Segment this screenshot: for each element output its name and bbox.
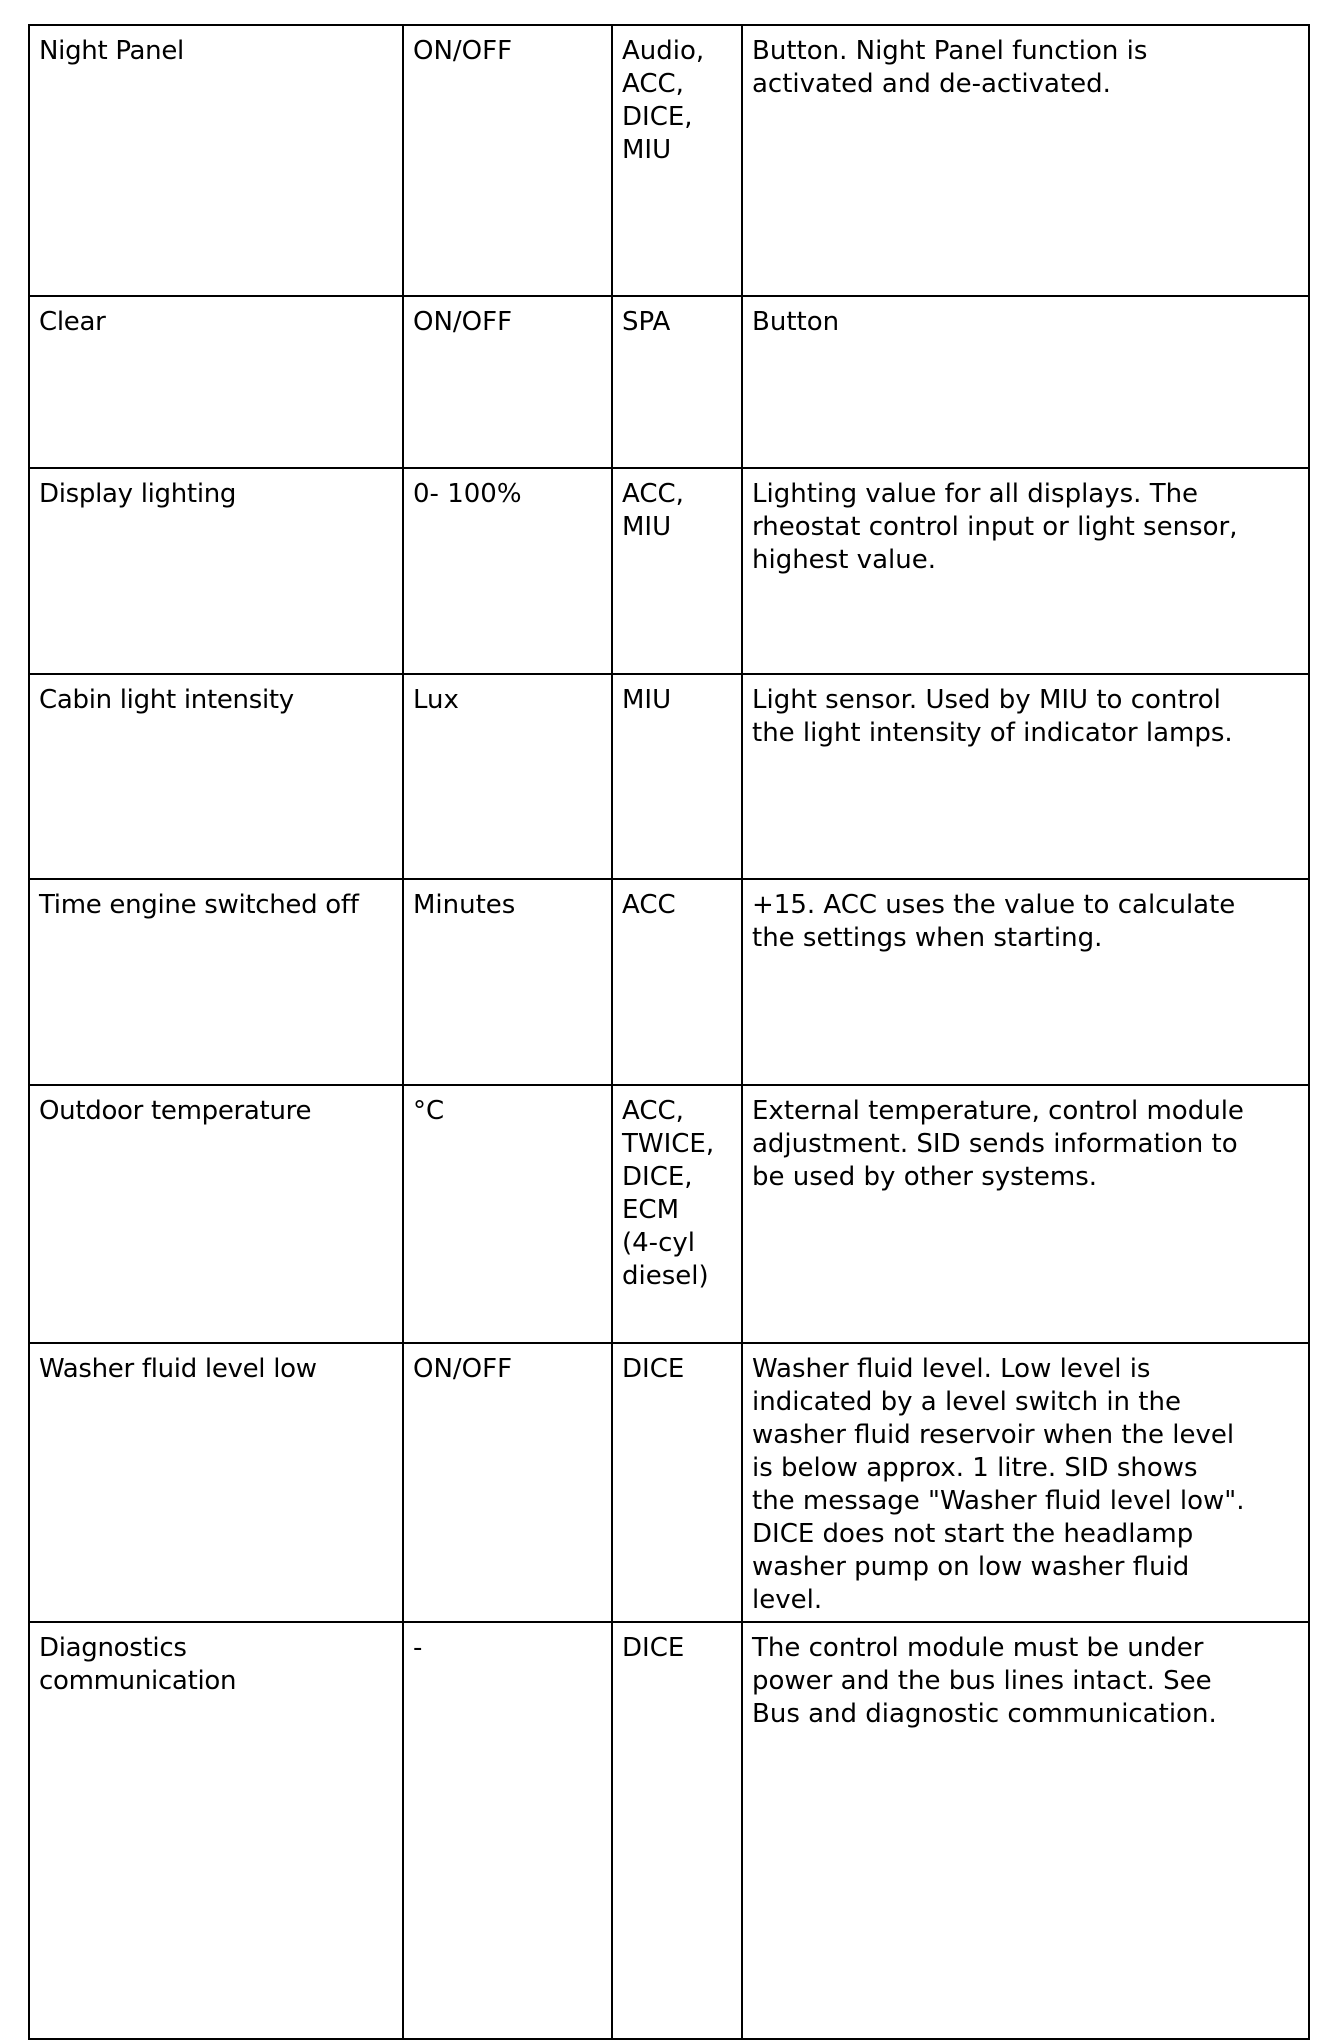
table-row-night-panel <box>29 25 1309 296</box>
modules-cell: MIU <box>612 674 742 879</box>
modules-cell: SPA <box>612 296 742 468</box>
value-cell: 0- 100% <box>403 468 612 674</box>
description-cell: Washer fluid level. Low level is indicated by a level switch in the washer fluid reservoir when the level is below approx. 1 litre. SID shows the message "Washer fluid level low". DICE does not start the headlamp washer pump on low washer fluid level. <box>742 1343 1309 1622</box>
signal-name-cell: Time engine switched off <box>29 879 403 1085</box>
value-cell: ON/OFF <box>403 25 612 296</box>
modules-cell: ACC, MIU <box>612 468 742 674</box>
table-row-diagnostics-communication <box>29 1622 1309 2039</box>
signal-name-cell: Display lighting <box>29 468 403 674</box>
value-cell: °C <box>403 1085 612 1343</box>
modules-cell: DICE <box>612 1343 742 1622</box>
table-row-display-lighting <box>29 468 1309 674</box>
signal-name-cell: Night Panel <box>29 25 403 296</box>
signal-name-cell: Washer fluid level low <box>29 1343 403 1622</box>
table-row-clear <box>29 296 1309 468</box>
value-cell: ON/OFF <box>403 296 612 468</box>
description-cell: The control module must be under power and the bus lines intact. See Bus and diagnostic communication. <box>742 1622 1309 2039</box>
signal-name-cell: Diagnostics communication <box>29 1622 403 2039</box>
value-cell: - <box>403 1622 612 2039</box>
signal-name-cell: Cabin light intensity <box>29 674 403 879</box>
modules-cell: DICE <box>612 1622 742 2039</box>
value-cell: Lux <box>403 674 612 879</box>
description-cell: Button. Night Panel function is activated and de-activated. <box>742 25 1309 296</box>
modules-cell: Audio, ACC, DICE, MIU <box>612 25 742 296</box>
table-row-time-engine-switched-off <box>29 879 1309 1085</box>
signal-table <box>28 24 1310 2040</box>
description-cell: Light sensor. Used by MIU to control the light intensity of indicator lamps. <box>742 674 1309 879</box>
description-cell: Button <box>742 296 1309 468</box>
signal-name-cell: Clear <box>29 296 403 468</box>
modules-cell: ACC, TWICE, DICE, ECM (4-cyl diesel) <box>612 1085 742 1343</box>
description-cell: Lighting value for all displays. The rheostat control input or light sensor, highest value. <box>742 468 1309 674</box>
table-row-outdoor-temperature <box>29 1085 1309 1343</box>
value-cell: Minutes <box>403 879 612 1085</box>
description-cell: External temperature, control module adjustment. SID sends information to be used by other systems. <box>742 1085 1309 1343</box>
value-cell: ON/OFF <box>403 1343 612 1622</box>
table-row-washer-fluid-level-low <box>29 1343 1309 1622</box>
table-row-cabin-light-intensity <box>29 674 1309 879</box>
signal-name-cell: Outdoor temperature <box>29 1085 403 1343</box>
description-cell: +15. ACC uses the value to calculate the settings when starting. <box>742 879 1309 1085</box>
modules-cell: ACC <box>612 879 742 1085</box>
